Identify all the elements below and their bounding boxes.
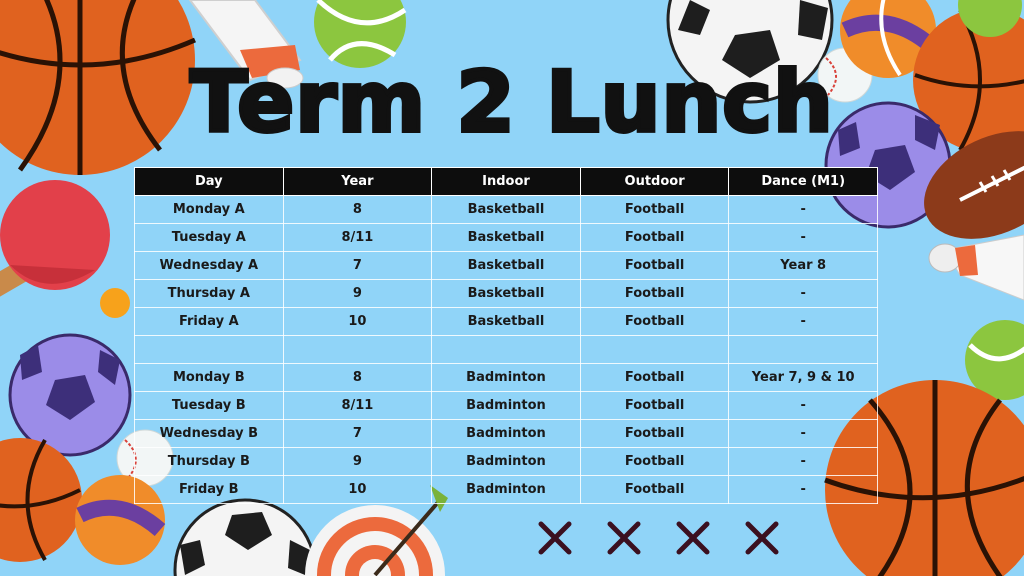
table-row bbox=[135, 364, 878, 392]
cell-year: 7 bbox=[283, 252, 432, 280]
cell-dance: - bbox=[729, 476, 878, 504]
cell-dance: - bbox=[729, 196, 878, 224]
cross-icon bbox=[535, 518, 575, 558]
cell-outdoor: Football bbox=[580, 364, 729, 392]
table-row bbox=[135, 280, 878, 308]
table-row bbox=[135, 196, 878, 224]
cell-indoor: Badminton bbox=[432, 448, 581, 476]
cell-empty bbox=[135, 336, 284, 364]
cell-year: 10 bbox=[283, 308, 432, 336]
table-row bbox=[135, 224, 878, 252]
soccer-ball-icon bbox=[175, 500, 315, 576]
cell-outdoor: Football bbox=[580, 224, 729, 252]
cell-year: 9 bbox=[283, 448, 432, 476]
column-header-indoor: Indoor bbox=[432, 168, 581, 196]
cell-year: 10 bbox=[283, 476, 432, 504]
cell-empty bbox=[283, 336, 432, 364]
cell-day: Friday B bbox=[135, 476, 284, 504]
cell-year: 8/11 bbox=[283, 392, 432, 420]
cell-year: 8 bbox=[283, 364, 432, 392]
cell-dance: - bbox=[729, 280, 878, 308]
cell-day: Monday A bbox=[135, 196, 284, 224]
page-title: Term 2 Lunch bbox=[190, 53, 834, 151]
cross-icon bbox=[604, 518, 644, 558]
soccer-ball-icon bbox=[10, 335, 130, 455]
cell-day: Monday B bbox=[135, 364, 284, 392]
column-header-dance: Dance (M1) bbox=[729, 168, 878, 196]
cell-indoor: Basketball bbox=[432, 252, 581, 280]
cell-empty bbox=[432, 336, 581, 364]
cell-dance: - bbox=[729, 224, 878, 252]
cell-outdoor: Football bbox=[580, 476, 729, 504]
cell-day: Friday A bbox=[135, 308, 284, 336]
lunch-schedule-table bbox=[134, 167, 878, 504]
table-row bbox=[135, 308, 878, 336]
table-header-row bbox=[135, 168, 878, 196]
column-header-year: Year bbox=[283, 168, 432, 196]
cell-outdoor: Football bbox=[580, 196, 729, 224]
cell-outdoor: Football bbox=[580, 420, 729, 448]
cell-indoor: Badminton bbox=[432, 420, 581, 448]
cell-year: 8/11 bbox=[283, 224, 432, 252]
cell-empty bbox=[580, 336, 729, 364]
cross-icon bbox=[673, 518, 713, 558]
cross-decorations bbox=[535, 518, 785, 558]
table-row bbox=[135, 476, 878, 504]
cell-day: Thursday B bbox=[135, 448, 284, 476]
cell-outdoor: Football bbox=[580, 448, 729, 476]
cell-dance: - bbox=[729, 308, 878, 336]
cell-day: Tuesday A bbox=[135, 224, 284, 252]
cell-dance: Year 7, 9 & 10 bbox=[729, 364, 878, 392]
cross-icon bbox=[742, 518, 782, 558]
cell-empty bbox=[729, 336, 878, 364]
cell-indoor: Basketball bbox=[432, 280, 581, 308]
table-row bbox=[135, 252, 878, 280]
cell-outdoor: Football bbox=[580, 252, 729, 280]
cell-outdoor: Football bbox=[580, 280, 729, 308]
table-row bbox=[135, 448, 878, 476]
column-header-outdoor: Outdoor bbox=[580, 168, 729, 196]
ping-pong-paddle-icon bbox=[0, 180, 110, 303]
cell-year: 8 bbox=[283, 196, 432, 224]
cell-dance: - bbox=[729, 392, 878, 420]
cell-day: Wednesday A bbox=[135, 252, 284, 280]
cell-year: 9 bbox=[283, 280, 432, 308]
cell-indoor: Badminton bbox=[432, 392, 581, 420]
cell-dance: Year 8 bbox=[729, 252, 878, 280]
table-row bbox=[135, 392, 878, 420]
table-row-spacer bbox=[135, 336, 878, 364]
cell-indoor: Basketball bbox=[432, 224, 581, 252]
cell-indoor: Basketball bbox=[432, 308, 581, 336]
column-header-day: Day bbox=[135, 168, 284, 196]
cell-day: Wednesday B bbox=[135, 420, 284, 448]
table-row bbox=[135, 420, 878, 448]
cell-dance: - bbox=[729, 420, 878, 448]
cell-year: 7 bbox=[283, 420, 432, 448]
cell-outdoor: Football bbox=[580, 308, 729, 336]
cell-indoor: Badminton bbox=[432, 364, 581, 392]
cell-day: Thursday A bbox=[135, 280, 284, 308]
cell-indoor: Badminton bbox=[432, 476, 581, 504]
cell-indoor: Basketball bbox=[432, 196, 581, 224]
cell-outdoor: Football bbox=[580, 392, 729, 420]
shuttlecock-icon bbox=[929, 235, 1024, 300]
ping-pong-ball-icon bbox=[100, 288, 130, 318]
cell-day: Tuesday B bbox=[135, 392, 284, 420]
basketball-icon bbox=[0, 438, 82, 562]
cell-dance: - bbox=[729, 448, 878, 476]
